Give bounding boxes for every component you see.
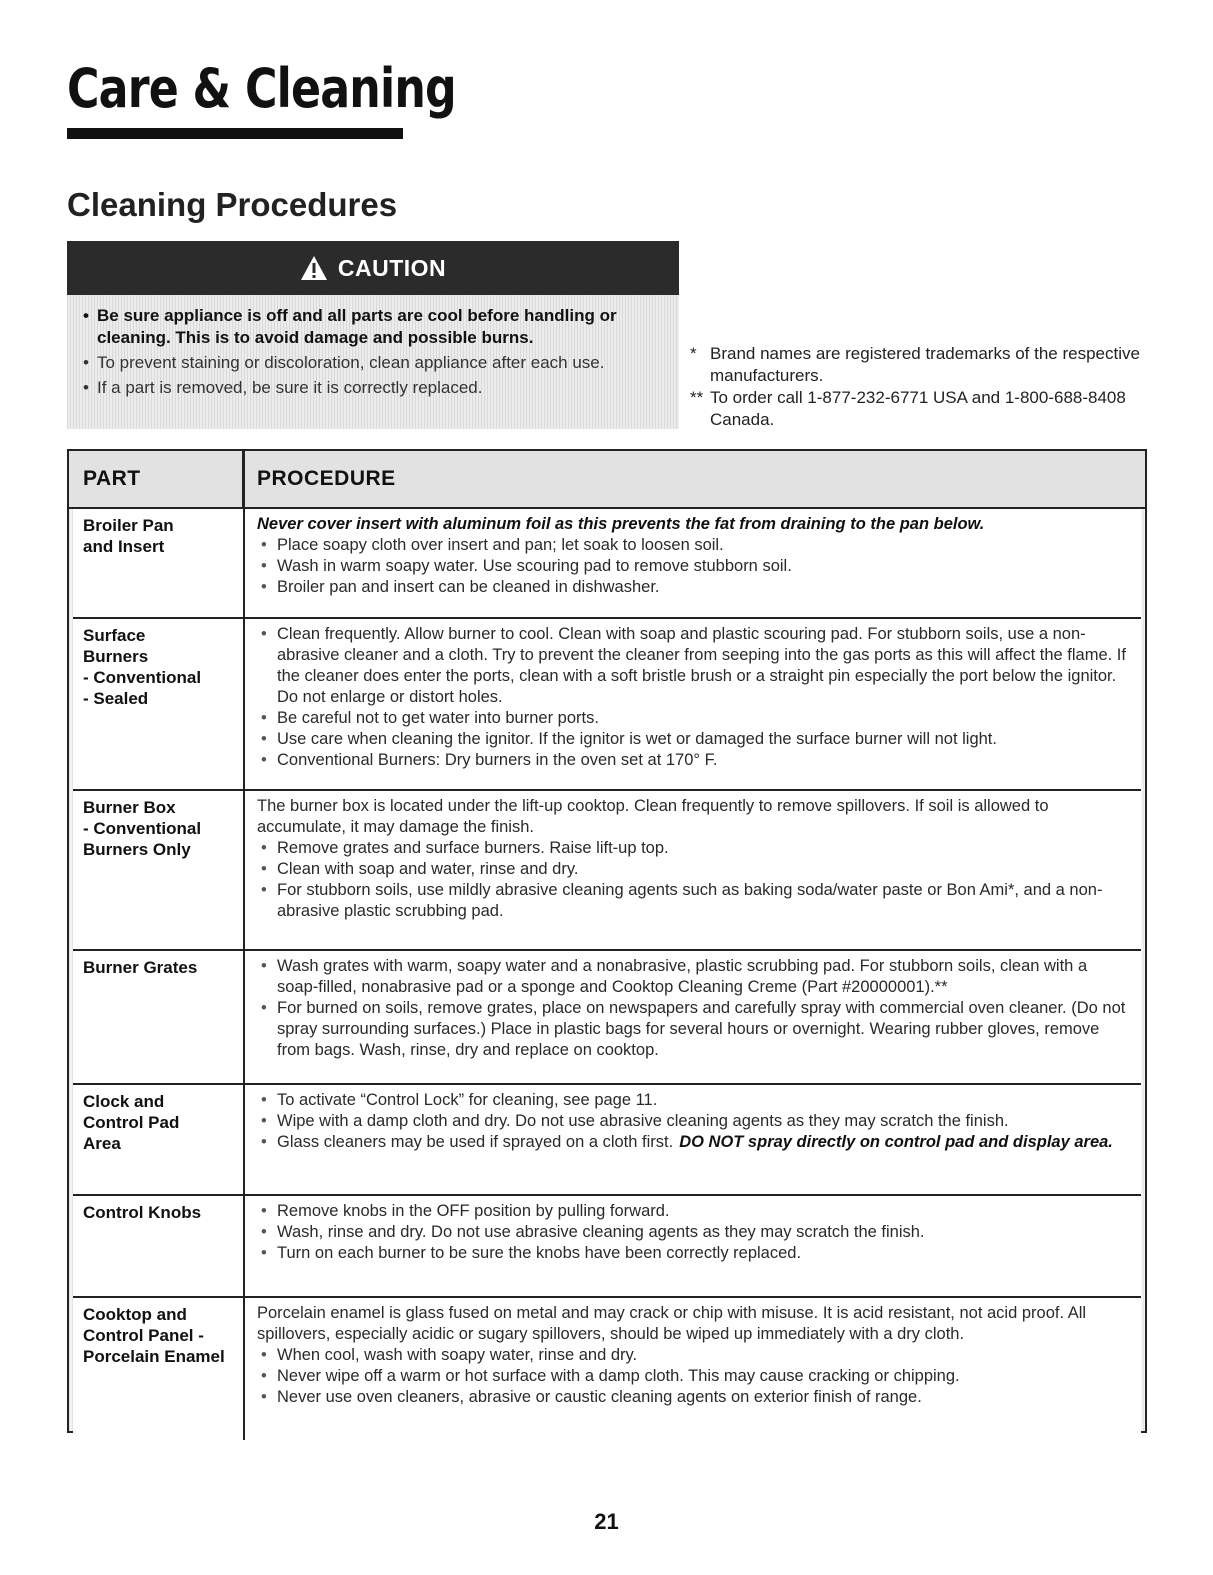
procedure-list [257,1201,1131,1264]
row-part-label: Cooktop and Control Panel - Porcelain Enamel [73,1298,245,1440]
procedure-step-text: Wash, rinse and dry. Do not use abrasive cleaning agents as they may scratch the finish. [277,1223,925,1241]
title-underline [67,128,403,139]
page-title: Care & Cleaning [67,57,456,120]
procedure-step-text: Never use oven cleaners, abrasive or caustic cleaning agents on exterior finish of range. [277,1388,922,1406]
procedure-step [257,1366,1131,1387]
procedure-step [257,1132,1131,1153]
procedure-step-text: Wipe with a damp cloth and dry. Do not use abrasive cleaning agents as they may scratch the finish. [277,1112,1009,1130]
row-part-label: Broiler Pan and Insert [73,509,245,617]
row-procedure [245,951,1141,1083]
procedure-step-text: Clean frequently. Allow burner to cool. Clean with soap and plastic scouring pad. For stubborn soils, use a non-abrasive cleaner and a cloth. Try to prevent the cleaner from seeping into the gas ports as this will affect the flame. If the cleaner does enter the ports, clean with a soft bristle brush or a straight pin especially the port below the ignitor. Do not enlarge or distort holes. [277,625,1126,706]
procedure-step [257,1222,1131,1243]
procedure-step [257,1345,1131,1366]
procedure-column-header: PROCEDURE [245,451,1145,507]
procedure-step-text: Broiler pan and insert can be cleaned in dishwasher. [277,578,660,596]
table-row [73,1085,1141,1196]
part-column-header: PART [69,451,245,507]
caution-item: • Be sure appliance is off and all parts are cool before handling or cleaning. This is to avoid damage and possible burns. [81,305,665,349]
procedure-list [257,956,1131,1061]
table-row [73,951,1141,1085]
caution-list [67,295,679,399]
row-part-label: Control Knobs [73,1196,245,1296]
row-procedure [245,1196,1141,1296]
footnote [690,343,1150,387]
table-row [73,1298,1141,1440]
procedure-step-text: Glass cleaners may be used if sprayed on a cloth first. [277,1133,674,1151]
row-part-label: Burner Box - Conventional Burners Only [73,791,245,949]
table-header [69,451,1145,509]
procedure-step [257,956,1131,998]
row-part-label: Burner Grates [73,951,245,1083]
procedure-intro: Porcelain enamel is glass fused on metal and may crack or chip with misuse. It is acid resistant, not acid proof. All spillovers, especially acidic or sugary spillovers, should be wiped up immediately with a dry cloth. [257,1304,1087,1343]
row-procedure [245,1085,1141,1194]
footnote-mark: ** [690,388,704,407]
procedure-step [257,838,1131,859]
procedure-step [257,859,1131,880]
procedure-step-text: Conventional Burners: Dry burners in the oven set at 170° F. [277,751,718,769]
procedures-table [67,449,1147,1433]
procedure-step [257,1111,1131,1132]
procedure-step-text: Wash in warm soapy water. Use scouring pad to remove stubborn soil. [277,557,792,575]
procedure-step [257,708,1131,729]
footnote-mark: * [690,344,697,363]
procedure-step [257,729,1131,750]
procedure-step [257,1243,1131,1264]
procedure-step [257,624,1131,708]
row-procedure [245,1298,1141,1440]
footnote-text: To order call 1-877-232-6771 USA and 1-800-688-8408 Canada. [710,388,1126,429]
procedure-step-text: Remove knobs in the OFF position by pulling forward. [277,1202,670,1220]
procedure-intro: The burner box is located under the lift-up cooktop. Clean frequently to remove spillovers. If soil is allowed to accumulate, it may damage the finish. [257,797,1049,836]
footnote-text: Brand names are registered trademarks of the respective manufacturers. [710,344,1140,385]
caution-box [67,241,679,429]
procedure-step-text: Never wipe off a warm or hot surface with a damp cloth. This may cause cracking or chipping. [277,1367,960,1385]
procedure-step [257,1201,1131,1222]
table-row [73,619,1141,791]
caution-item: • If a part is removed, be sure it is correctly replaced. [81,377,665,399]
procedure-step-text: Turn on each burner to be sure the knobs have been correctly replaced. [277,1244,802,1262]
procedure-step-text: Be careful not to get water into burner ports. [277,709,599,727]
table-row [73,1196,1141,1298]
procedure-step [257,998,1131,1061]
caution-title: CAUTION [337,254,447,281]
procedure-step-text: Clean with soap and water, rinse and dry. [277,860,579,878]
table-row [73,791,1141,951]
procedure-step-text: Remove grates and surface burners. Raise lift-up top. [277,839,669,857]
procedure-warning: Never cover insert with aluminum foil as this prevents the fat from draining to the pan below. [257,515,985,533]
procedure-step [257,535,1131,556]
row-procedure [245,791,1141,949]
procedure-step-text: Use care when cleaning the ignitor. If the ignitor is wet or damaged the surface burner will not light. [277,730,997,748]
procedure-list [257,624,1131,771]
procedure-step-text: Place soapy cloth over insert and pan; let soak to loosen soil. [277,536,724,554]
procedure-list [257,1090,1131,1153]
row-procedure [245,509,1141,617]
caution-item: • To prevent staining or discoloration, clean appliance after each use. [81,352,665,374]
procedure-step [257,577,1131,598]
procedure-step-text: To activate “Control Lock” for cleaning, see page 11. [277,1091,658,1109]
procedure-step-text: For stubborn soils, use mildly abrasive cleaning agents such as baking soda/water paste or Bon Ami*, and a non-abrasive plastic scrubbing pad. [277,881,1103,920]
page-number: 21 [594,1509,619,1534]
procedure-step-text: For burned on soils, remove grates, place on newspapers and carefully spray with commercial oven cleaner. (Do not spray surrounding surfaces.) Place in plastic bags for several hours or overnight. Wearing rubber gloves, remove from bags. Wash, rinse, dry and replace on cooktop. [277,999,1126,1059]
procedure-step [257,1387,1131,1408]
row-part-label: Clock and Control Pad Area [73,1085,245,1194]
table-row [73,509,1141,619]
warning-triangle-icon [300,255,328,281]
footnotes [690,343,1150,431]
procedure-step-warning: DO NOT spray directly on control pad and display area. [679,1133,1113,1151]
procedure-step-text: Wash grates with warm, soapy water and a nonabrasive, plastic scrubbing pad. For stubborn soils, clean with a soap-filled, nonabrasive pad or a sponge and Cooktop Cleaning Creme (Part #20000001).** [277,957,1088,996]
procedure-step [257,1090,1131,1111]
footnote [690,387,1150,431]
procedure-list [257,535,1131,598]
row-procedure [245,619,1141,789]
procedure-step-text: When cool, wash with soapy water, rinse and dry. [277,1346,638,1364]
row-part-label: Surface Burners - Conventional - Sealed [73,619,245,789]
procedure-list [257,1345,1131,1408]
procedure-step [257,556,1131,577]
procedure-step [257,880,1131,922]
procedure-list [257,838,1131,922]
section-heading: Cleaning Procedures [67,186,398,223]
table-body [69,509,1145,1440]
procedure-step [257,750,1131,771]
caution-header [67,241,679,295]
